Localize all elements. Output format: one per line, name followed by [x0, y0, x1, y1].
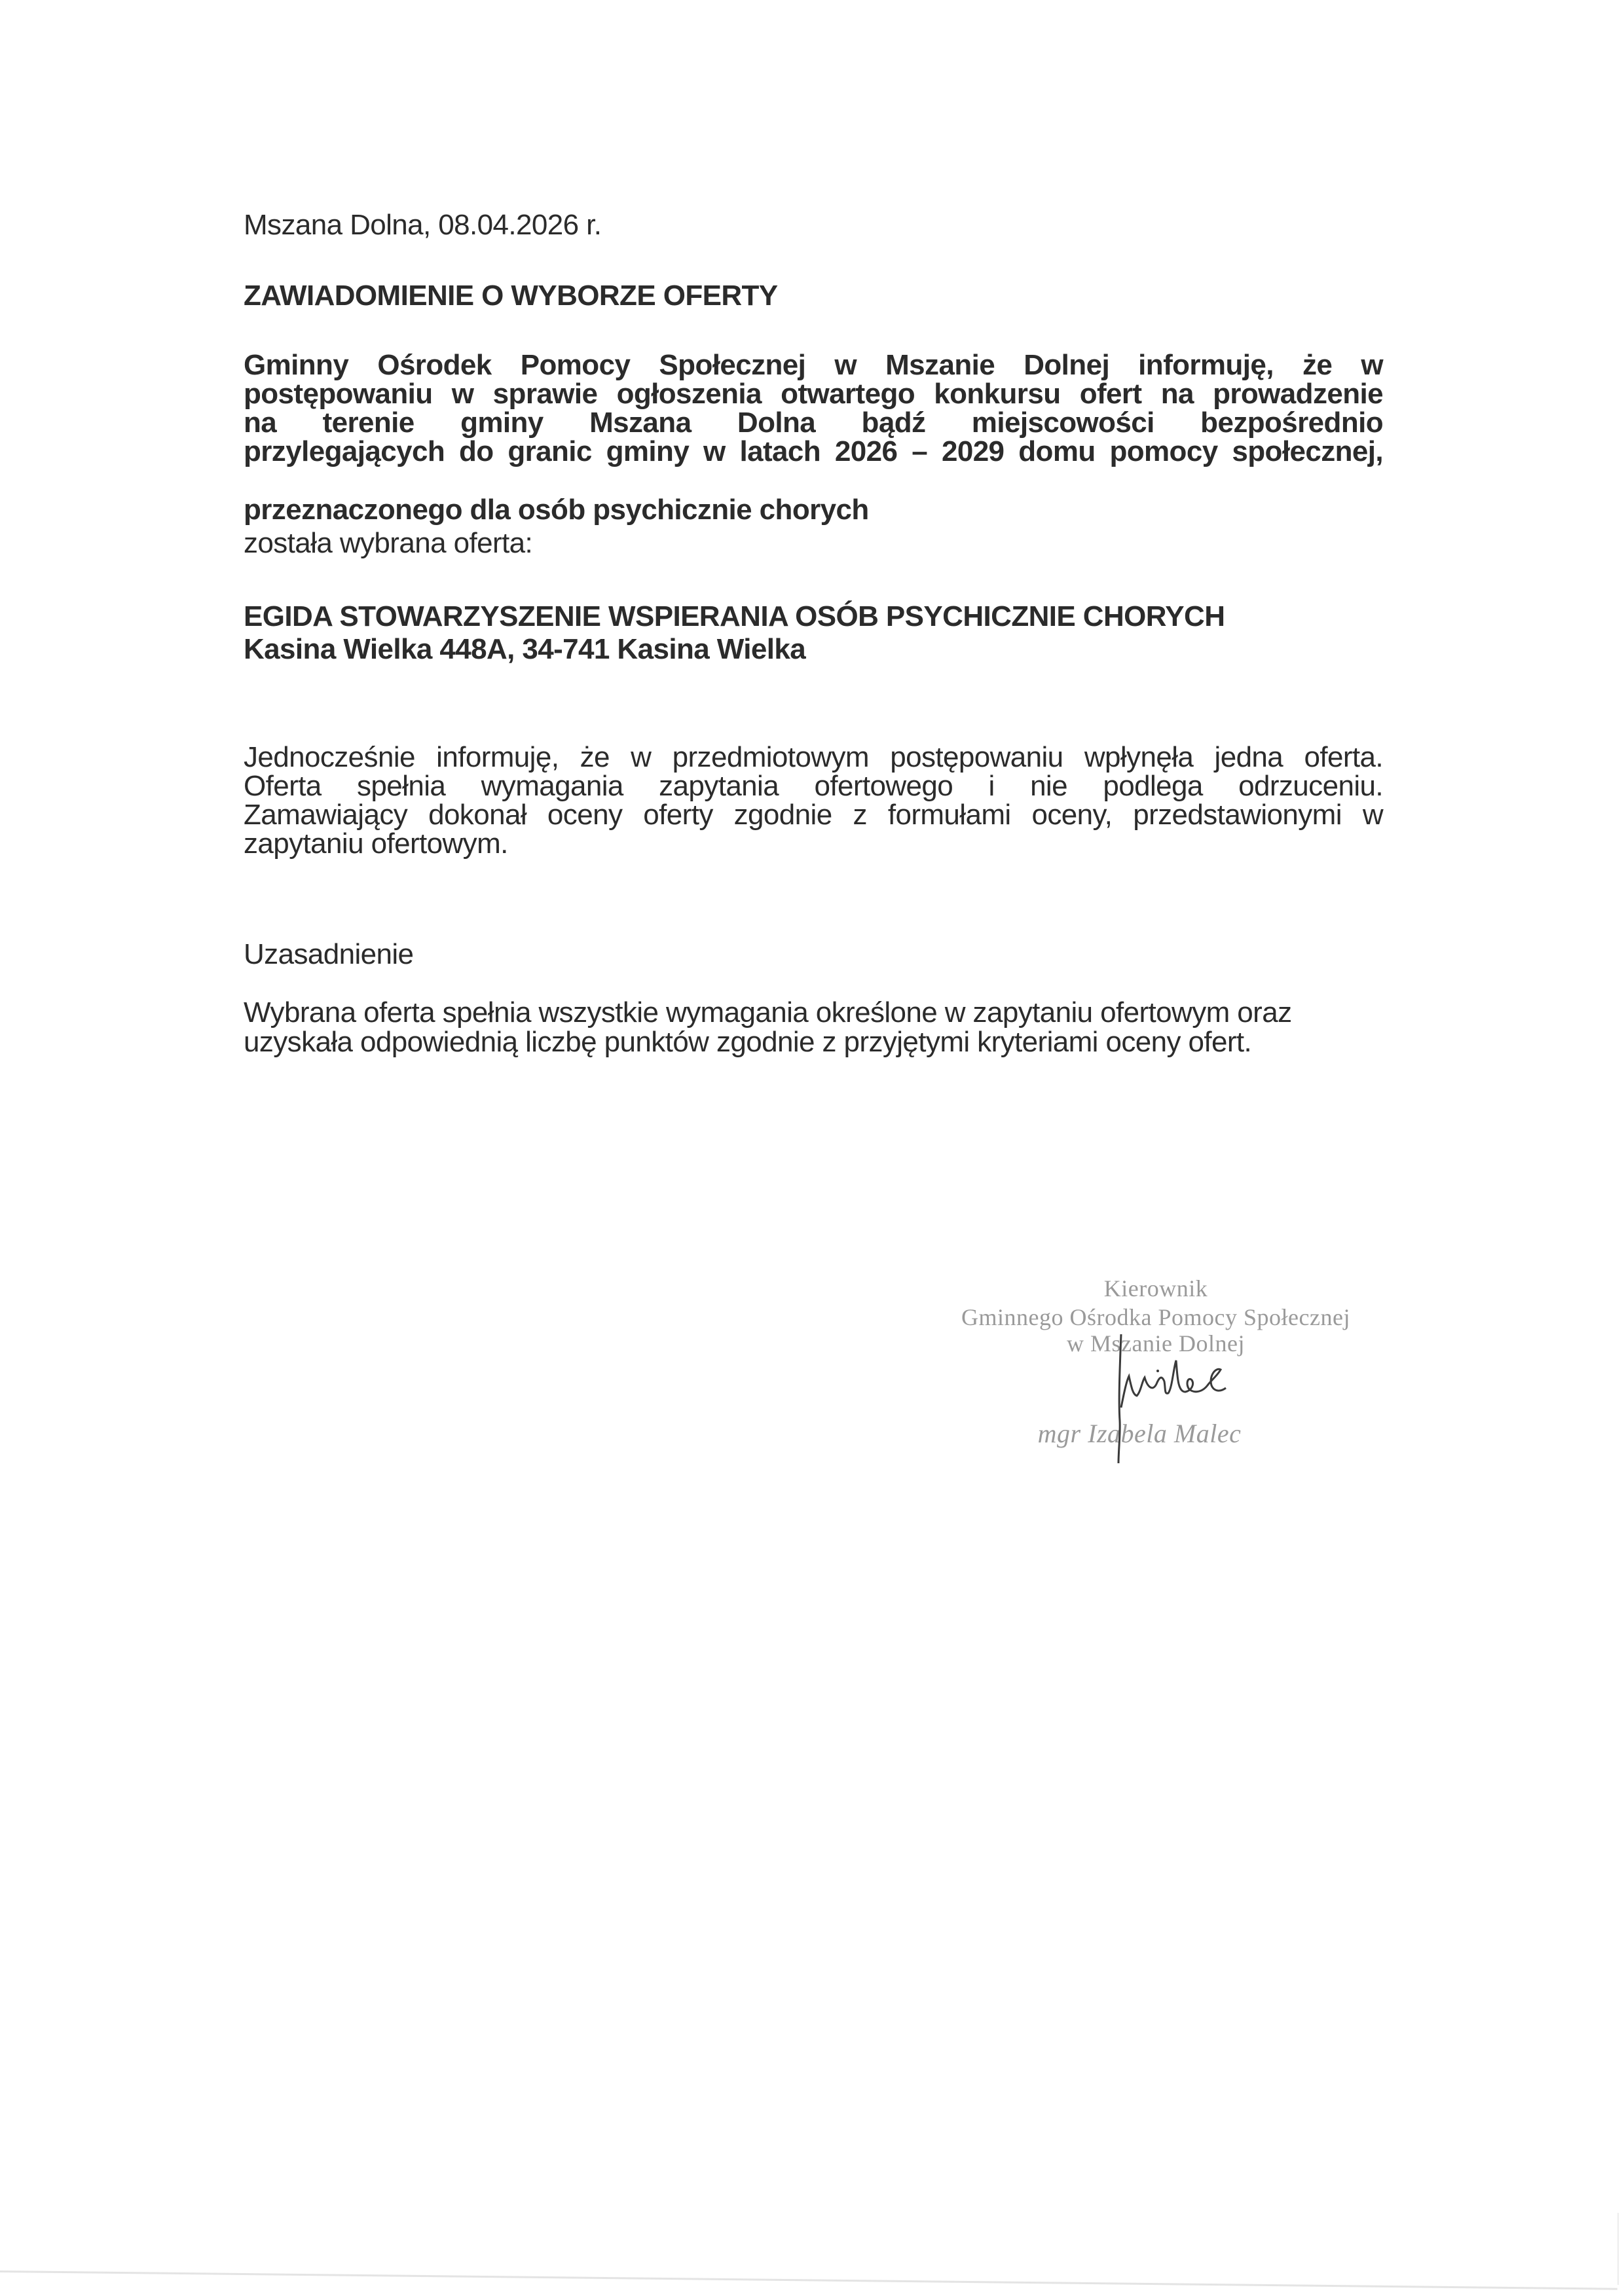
intro-line: Gminny Ośrodek Pomocy Społecznej w Mszanie Dolnej informuję, że w — [244, 349, 1383, 381]
info-line: zapytaniu ofertowym. — [244, 828, 508, 860]
document-title: ZAWIADOMIENIE O WYBORZE OFERTY — [244, 280, 778, 312]
intro-line: przeznaczonego dla osób psychicznie chorych — [244, 494, 869, 526]
selected-offer-label: została wybrana oferta: — [244, 527, 533, 559]
signature-stroke-word — [1121, 1360, 1226, 1408]
justification-heading: Uzasadnienie — [244, 938, 414, 970]
handwritten-signature — [1080, 1329, 1290, 1467]
scan-edge-right — [1617, 2213, 1619, 2285]
stamp-name: mgr Izabela Malec — [1037, 1419, 1242, 1448]
intro-line: postępowaniu w sprawie ogłoszenia otwartego konkursu ofert na prowadzenie — [244, 378, 1383, 410]
scan-edge-line — [0, 2270, 1617, 2290]
winner-name: EGIDA STOWARZYSZENIE WSPIERANIA OSÓB PSYCHICZNIE CHORYCH — [244, 600, 1225, 632]
justification-line: Wybrana oferta spełnia wszystkie wymagania określone w zapytaniu ofertowym oraz — [244, 996, 1292, 1029]
stamp-role: Kierownik — [1103, 1275, 1208, 1302]
intro-line: na terenie gminy Mszana Dolna bądź miejscowości bezpośrednio — [244, 407, 1383, 439]
stamp-location: w Mszanie Dolnej — [1067, 1330, 1245, 1357]
justification-line: uzyskała odpowiednią liczbę punktów zgodnie z przyjętymi kryteriami oceny ofert. — [244, 1026, 1252, 1058]
intro-line: przylegających do granic gminy w latach 2026 – 2029 domu pomocy społecznej, — [244, 435, 1383, 467]
info-line: Zamawiający dokonał oceny oferty zgodnie z formułami oceny, przedstawionymi w — [244, 799, 1383, 831]
stamp-institution: Gminnego Ośrodka Pomocy Społecznej — [961, 1304, 1350, 1330]
signature-stroke-vertical — [1118, 1334, 1121, 1463]
winner-address: Kasina Wielka 448A, 34-741 Kasina Wielka — [244, 633, 806, 665]
info-line: Jednocześnie informuję, że w przedmiotowym postępowaniu wpłynęła jedna oferta. — [244, 741, 1383, 773]
signature-dot — [1156, 1370, 1159, 1372]
place-date: Mszana Dolna, 08.04.2026 r. — [244, 209, 602, 241]
info-line: Oferta spełnia wymagania zapytania ofertowego i nie podlega odrzuceniu. — [244, 770, 1383, 802]
